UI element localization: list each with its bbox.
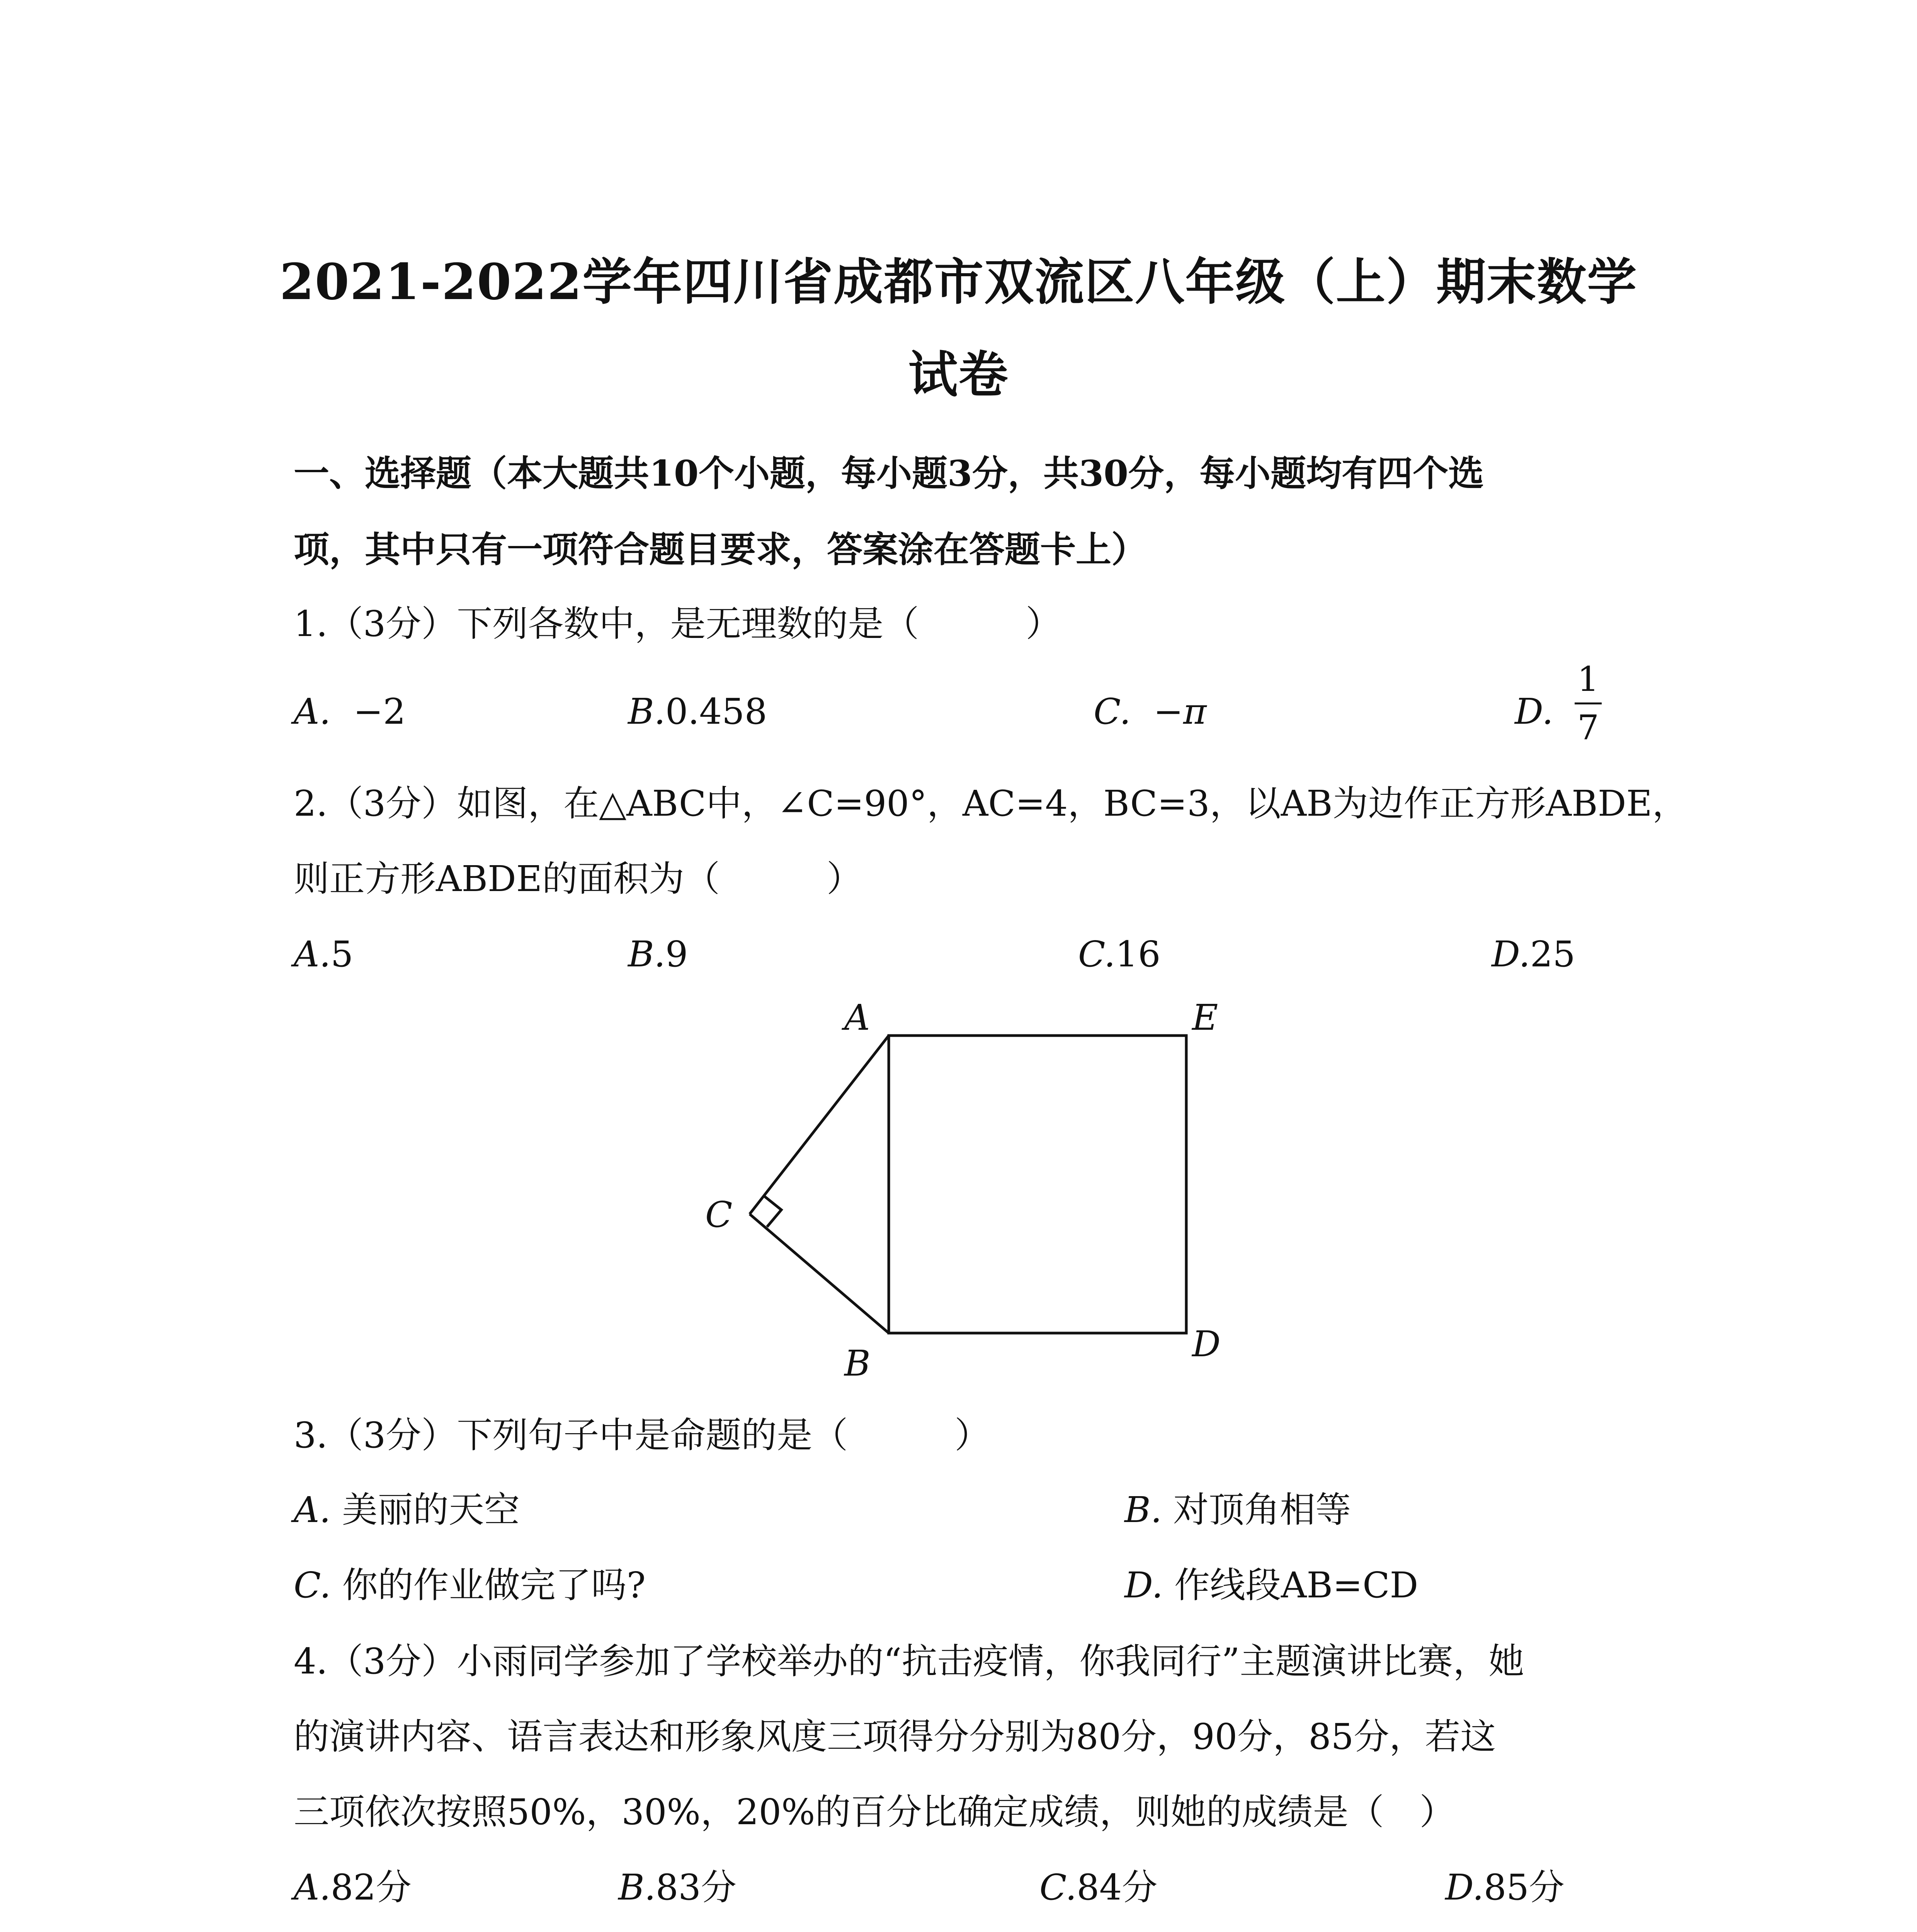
q4-option-b-key: B. (618, 1867, 656, 1908)
q2-option-d-text: 25 (1530, 934, 1575, 975)
q3-option-d-text: 作线段AB=CD (1174, 1565, 1419, 1606)
q2-option-d (1492, 931, 1575, 978)
q4-option-c-key: C. (1039, 1867, 1077, 1908)
q1-option-b (628, 689, 767, 735)
q1-option-d-numerator: 1 (1577, 659, 1599, 699)
q1-option-d (1515, 689, 1553, 735)
q4-option-a (294, 1864, 412, 1911)
q2-option-b-text: 9 (665, 934, 688, 975)
q2-option-b-key: B. (628, 934, 665, 975)
q3-option-c-key: C. (294, 1565, 331, 1606)
q2-figure (688, 989, 1248, 1387)
label-b: B (844, 1343, 871, 1384)
label-c: C (705, 1194, 733, 1235)
section-heading-line1: 一、选择题（本大题共10个小题，每小题3分，共30分，每小题均有四个选 (294, 452, 1484, 494)
q3-stem: 3.（3分）下列句子中是命题的是（ ） (294, 1415, 990, 1456)
q2-option-a-key: A. (294, 934, 331, 975)
q1-option-a (294, 689, 406, 735)
q2-option-c-key: C. (1078, 934, 1116, 975)
q4-option-d (1445, 1864, 1565, 1911)
q3-option-a-text: 美丽的天空 (342, 1489, 520, 1531)
q3-option-c (294, 1562, 646, 1609)
exam-title-line2: 试卷 (908, 346, 1009, 404)
q1-option-b-text: 0.458 (665, 691, 767, 732)
q4-option-a-key: A. (294, 1867, 331, 1908)
section-heading-line2: 项，其中只有一项符合题目要求，答案涂在答题卡上） (294, 529, 1147, 570)
q4-option-b-text: 83分 (655, 1867, 737, 1908)
right-angle-mark (764, 1196, 781, 1227)
q3-option-b (1124, 1487, 1351, 1533)
q4-stem-line3: 三项依次按照50%，30%，20%的百分比确定成绩，则她的成绩是（ ） (294, 1791, 1455, 1833)
q1-option-d-fraction (1575, 661, 1602, 746)
label-e: E (1192, 997, 1218, 1038)
q2-option-b (628, 931, 688, 978)
q1-option-c (1094, 689, 1206, 735)
q1-option-c-key: C. (1094, 691, 1131, 732)
q1-option-a-key: A. (294, 691, 331, 732)
q2-option-c (1078, 931, 1160, 978)
q3-option-c-text: 你的作业做完了吗? (342, 1565, 646, 1606)
q4-option-d-text: 85分 (1483, 1867, 1565, 1908)
q4-option-d-key: D. (1445, 1867, 1484, 1908)
q1-stem: 1.（3分）下列各数中，是无理数的是（ ） (294, 603, 1061, 645)
q1-option-d-key: D. (1515, 691, 1553, 732)
q3-option-a (294, 1487, 520, 1533)
q4-option-b (618, 1864, 737, 1911)
q1-option-d-denominator: 7 (1577, 707, 1599, 747)
segment-ac (750, 1036, 889, 1214)
label-d: D (1192, 1323, 1221, 1365)
q3-option-b-key: B. (1124, 1489, 1162, 1531)
q3-option-b-text: 对顶角相等 (1173, 1489, 1351, 1531)
q2-stem-line2: 则正方形ABDE的面积为（ ） (294, 858, 862, 900)
label-a: A (844, 997, 870, 1038)
q4-stem-line2: 的演讲内容、语言表达和形象风度三项得分分别为80分，90分，85分，若这 (294, 1716, 1496, 1757)
square-abde (889, 1036, 1186, 1333)
q4-option-c (1039, 1864, 1157, 1911)
q3-option-a-key: A. (294, 1489, 331, 1531)
q2-stem-line1: 2.（3分）如图，在△ABC中，∠C=90°，AC=4，BC=3，以AB为边作正方形ABDE， (294, 783, 1688, 824)
q1-option-c-text: −π (1153, 691, 1207, 732)
q1-option-a-text: −2 (353, 691, 406, 732)
q2-option-c-text: 16 (1115, 934, 1161, 975)
q4-stem-line1: 4.（3分）小雨同学参加了学校举办的“抗击疫情，你我同行”主题演讲比赛，她 (294, 1641, 1524, 1682)
q3-option-d-key: D. (1124, 1565, 1163, 1606)
q2-option-a-text: 5 (330, 934, 354, 975)
q2-option-a (294, 931, 353, 978)
q4-option-c-text: 84分 (1077, 1867, 1158, 1908)
exam-title-line1: 2021-2022学年四川省成都市双流区八年级（上）期末数学 (279, 253, 1638, 311)
q1-option-b-key: B. (628, 691, 665, 732)
q2-option-d-key: D. (1492, 934, 1530, 975)
segment-bc (750, 1214, 889, 1333)
q4-option-a-text: 82分 (330, 1867, 412, 1908)
q3-option-d (1124, 1562, 1418, 1609)
